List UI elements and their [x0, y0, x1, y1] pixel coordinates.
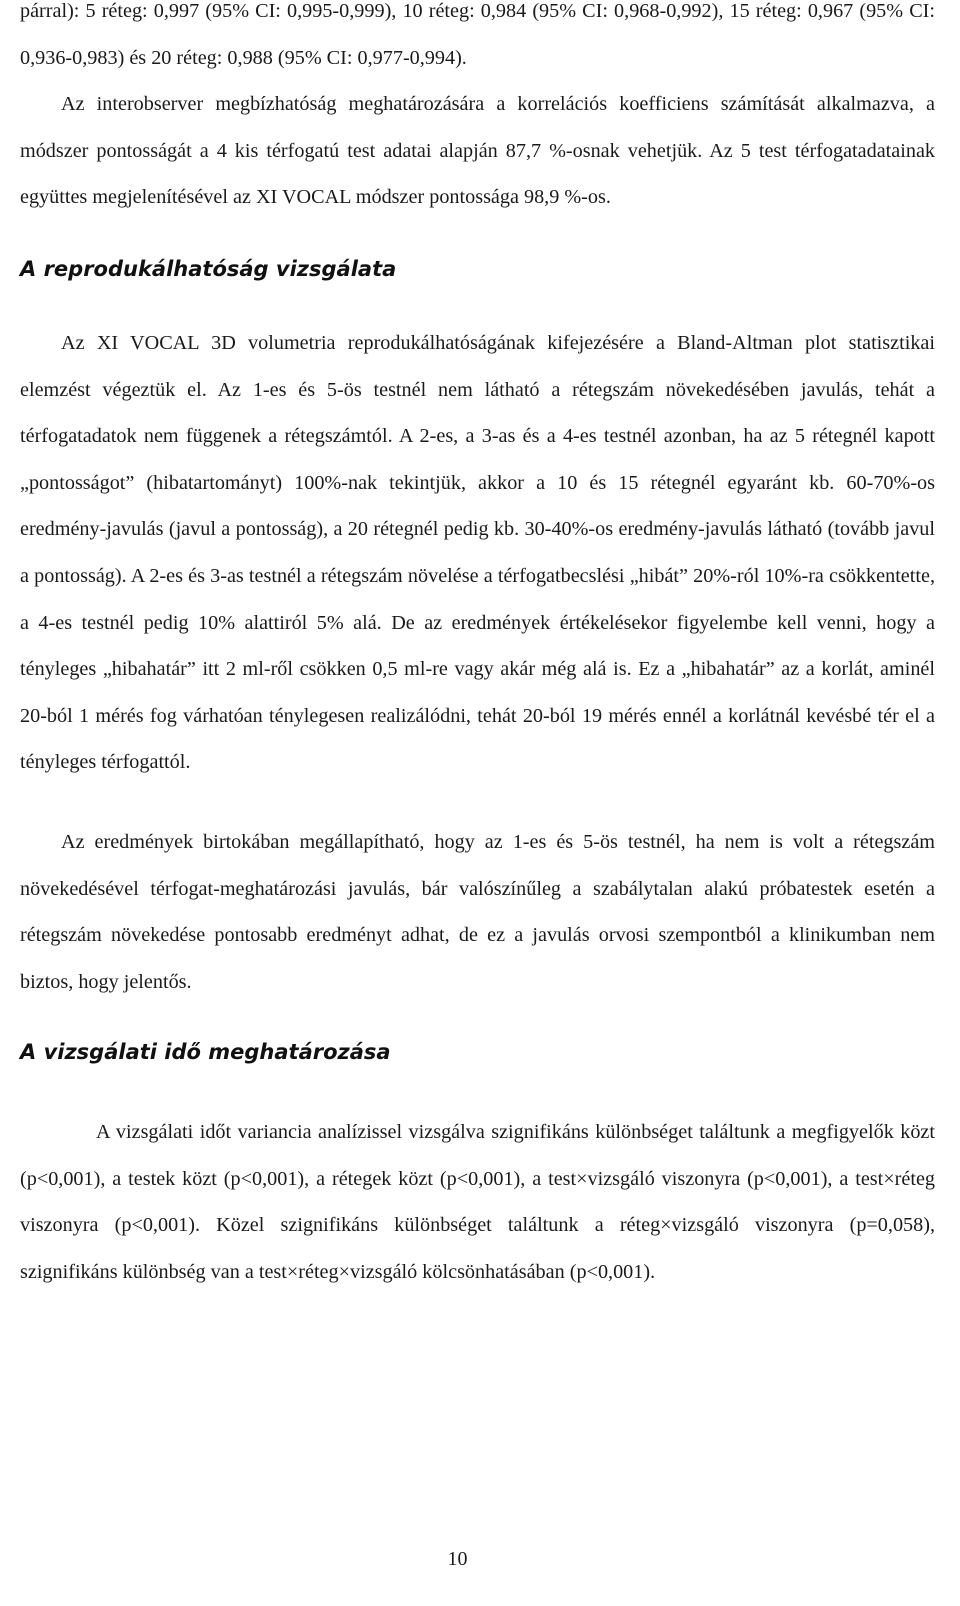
document-page — [20, 0, 935, 1296]
page-number: 10 — [447, 1548, 468, 1570]
paragraph-interobserver: Az interobserver megbízhatóság meghatározására a korrelációs koefficiens számítását alkalmazva, a módszer pontosságát a 4 kis térfogatú test adatai alapján 87,7 %-osnak vehetjük. Az 5 test térfogatadatainak együttes megjelenítésével az XI VOCAL módszer pontossága 98,9 %-os. — [20, 93, 935, 209]
section-heading-reproducibility: A reprodukálhatóság vizsgálata — [20, 256, 397, 281]
paragraph-bland-altman: Az XI VOCAL 3D volumetria reprodukálhatóságának kifejezésére a Bland-Altman plot statisztikai elemzést végeztük el. Az 1-es és 5-ös testnél nem látható a rétegszám növekedésében javulás, tehát a térfogatadatok nem függenek a rétegszámtól. A 2-es, a 3-as és a 4-es testnél azonban, ha az 5 rétegnél kapott „pontosságot” (hibatartományt) 100%-nak tekintjük, akkor a 10 és 15 rétegnél egyaránt kb. 60-70%-os eredmény-javulás (javul a pontosság), a 20 rétegnél pedig kb. 30-40%-os eredmény-javulás látható (tovább javul a pontosság). A 2-es és 3-as testnél a rétegszám növelése a térfogatbecslési „hibát” 20%-ról 10%-ra csökkentette, a 4-es testnél pedig 10% alattiról 5% alá. De az eredmények értékelésekor figyelembe kell venni, hogy a tényleges „hibahatár” itt 2 ml-ről csökken 0,5 ml-re vagy akár még alá is. Ez a „hibahatár” az a korlát, aminél 20-ból 1 mérés fog várhatóan ténylegesen realizálódni, tehát 20-ból 19 mérés ennél a korlátnál kevésbé tér el a tényleges térfogattól. — [20, 331, 935, 774]
paragraph-continued: párral): 5 réteg: 0,997 (95% CI: 0,995-0,999), 10 réteg: 0,984 (95% CI: 0,968-0,992), 15 réteg: 0,967 (95% CI: 0,936-0,983) és 20 réteg: 0,988 (95% CI: 0,977-0,994). — [20, 0, 935, 69]
paragraph-results: Az eredmények birtokában megállapítható, hogy az 1-es és 5-ös testnél, ha nem is volt a rétegszám növekedésével térfogat-meghatározási javulás, bár valószínűleg a szabálytalan alakú próbatestek esetén a rétegszám növekedése pontosabb eredményt adhat, de ez a javulás orvosi szempontból a klinikumban nem biztos, hogy jelentős. — [20, 830, 935, 993]
paragraph-time: A vizsgálati időt variancia analízissel vizsgálva szignifikáns különbséget találtunk a megfigyelők közt (p<0,001), a testek közt (p<0,001), a rétegek közt (p<0,001), a test×vizsgáló viszonyra (p<0,001), a test×réteg viszonyra (p<0,001). Közel szignifikáns különbséget találtunk a réteg×vizsgáló viszonyra (p=0,058), szignifikáns különbség van a test×réteg×vizsgáló kölcsönhatásában (p<0,001). — [20, 1121, 935, 1284]
section-heading-time: A vizsgálati idő meghatározása — [20, 1040, 391, 1065]
